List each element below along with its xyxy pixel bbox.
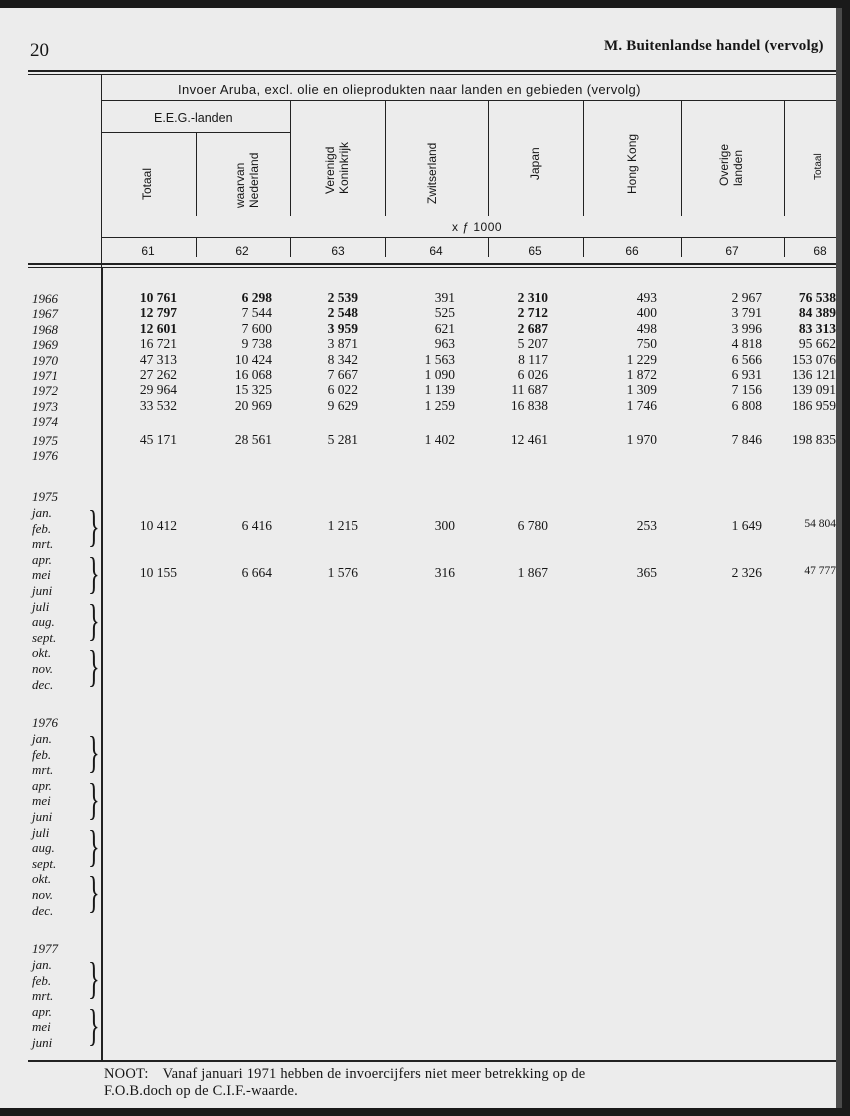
table-cell: 498 [636,320,657,336]
quarter-brace: } [88,1000,100,1050]
col-num-61: 61 [141,244,155,258]
table-cell: 28 561 [234,431,272,447]
table-cell: 2 539 [327,290,358,305]
month-label: mrt. [32,762,54,778]
page-number: 20 [30,40,49,61]
col-num-66: 66 [625,244,639,258]
month-label: sept. [32,855,57,871]
table-cell: 5 281 [327,431,358,447]
table-cell: 6 780 [517,517,548,533]
table-cell: 525 [434,305,455,321]
note-line-2: F.O.B.doch op de C.I.F.-waarde. [104,1083,298,1099]
table-cell: 76 538 [798,290,836,305]
table-cell: 1 402 [424,431,455,447]
table-cell: 2 310 [517,290,548,305]
running-title: M. Buitenlandse handel (vervolg) [604,38,824,54]
table-cell: 20 969 [234,397,272,413]
col-header-overige-landen: Overige landen [717,143,745,186]
table-cell: 750 [636,336,657,352]
table-cell: 1 576 [327,564,358,580]
quarter-brace: } [88,548,100,598]
month-label: okt. [32,645,52,661]
table-cell: 2 326 [731,564,762,580]
table-cell: 10 155 [139,564,177,580]
table-cell: 7 667 [327,367,358,382]
month-label: juni [32,582,53,598]
table-cell: 1 746 [626,397,657,413]
table-cell: 2 548 [327,305,358,321]
note-label: NOOT: [104,1066,149,1082]
table-cell: 1 229 [626,351,657,367]
table-cell: 153 076 [792,351,836,367]
col-header-japan: Japan [528,147,542,180]
table-cell: 1 563 [424,351,455,367]
table-cell: 3 996 [731,320,762,336]
col-num-63: 63 [331,244,345,258]
month-label: sept. [32,629,57,645]
col-header-nederland: waarvan Nederland [233,152,261,208]
month-label: nov. [32,886,54,902]
month-label: feb. [32,746,52,762]
table-cell: 16 721 [139,336,177,352]
month-label: jan. [32,504,52,520]
table-cell: 27 262 [139,367,177,382]
month-label: mei [32,793,51,809]
month-label: jan. [32,730,52,746]
group-label: E.E.G.-landen [154,111,233,125]
table-cell: 316 [434,564,455,580]
month-label: dec. [32,676,54,692]
block-year-label: 1976 [32,715,58,730]
table-cell: 1 649 [731,517,762,533]
table-cell: 47 777 [804,564,836,577]
table-cell: 6 022 [327,382,358,398]
table-cell: 6 931 [731,367,762,382]
table-cell: 136 121 [792,367,836,382]
month-label: nov. [32,660,54,676]
table-cell: 1 872 [626,367,657,382]
quarter-brace: } [88,868,100,918]
col-num-62: 62 [235,244,249,258]
table-cell: 29 964 [139,382,177,398]
table-cell: 1 139 [424,382,455,398]
table-cell: 12 461 [510,431,548,447]
year-label: 1974 [32,414,58,430]
table-cell: 83 313 [798,320,836,336]
table-cell: 2 687 [517,320,548,336]
table-cell: 6 026 [517,367,548,382]
document-page [0,8,842,1108]
month-label: mrt. [32,988,54,1004]
unit-label: x ƒ 1000 [452,220,503,234]
table-cell: 47 313 [139,351,177,367]
year-label: 1969 [32,337,58,353]
year-label: 1972 [32,383,58,399]
table-cell: 3 959 [327,320,358,336]
table-cell: 54 804 [804,517,836,530]
month-label: aug. [32,840,55,856]
col-header-zwitserland: Zwitserland [425,142,439,204]
month-label: juni [32,808,53,824]
table-cell: 6 416 [241,517,272,533]
quarter-brace: } [88,595,100,645]
year-label: 1966 [32,291,58,306]
table-cell: 186 959 [792,397,836,413]
table-cell: 11 687 [511,382,548,398]
col-header-verenigd-koninkrijk: Verenigd Koninkrijk [323,141,351,194]
table-title: Invoer Aruba, excl. olie en olieprodukten naar landen en gebieden (vervolg) [178,82,641,97]
table-cell: 6 664 [241,564,272,580]
block-year-label: 1977 [32,941,58,956]
col-num-67: 67 [725,244,739,258]
quarter-brace: } [88,727,100,777]
quarter-brace: } [88,774,100,824]
table-cell: 10 761 [139,290,177,305]
table-cell: 253 [636,517,657,533]
note-line-1: Vanaf januari 1971 hebben de invoercijfers niet meer betrekking op de [162,1066,586,1082]
table-cell: 7 544 [241,305,272,321]
table-cell: 1 867 [517,564,548,580]
month-label: juni [32,1034,53,1050]
table-cell: 139 091 [792,382,836,398]
year-label: 1971 [32,368,58,383]
quarter-brace: } [88,642,100,692]
table-cell: 1 215 [327,517,358,533]
col-num-68: 68 [813,244,827,258]
year-label: 1976 [32,448,58,463]
table-cell: 963 [434,336,455,352]
footnote [104,1066,585,1100]
table-cell: 45 171 [139,431,177,447]
year-label: 1967 [32,306,58,322]
col-header-hong-kong: Hong Kong [625,133,639,194]
month-label: jan. [32,956,52,972]
month-label: apr. [32,1003,52,1019]
table-cell: 1 970 [626,431,657,447]
block-year-label: 1975 [32,489,58,504]
month-label: feb. [32,972,52,988]
table-cell: 4 818 [731,336,762,352]
table-cell: 1 090 [424,367,455,382]
table-cell: 84 389 [798,305,836,321]
table-cell: 1 309 [626,382,657,398]
quarter-brace: } [88,501,100,551]
table-cell: 9 629 [327,397,358,413]
table-cell: 493 [636,290,657,305]
month-label: aug. [32,614,55,630]
month-label: apr. [32,777,52,793]
col-num-64: 64 [429,244,443,258]
month-label: mei [32,1019,51,1035]
table-cell: 3 871 [327,336,358,352]
table-cell: 300 [434,517,455,533]
table-cell: 9 738 [241,336,272,352]
table-cell: 16 838 [510,397,548,413]
col-header-totaal-eeg: Totaal [140,167,154,200]
table-cell: 7 156 [731,382,762,398]
table-cell: 6 808 [731,397,762,413]
month-label: mrt. [32,536,54,552]
table-cell: 198 835 [792,431,836,447]
table-cell: 3 791 [731,305,762,321]
table-cell: 12 797 [139,305,177,321]
table-cell: 2 967 [731,290,762,305]
col-header-totaal: Totaal [813,153,824,180]
table-cell: 6 298 [241,290,272,305]
month-label: apr. [32,551,52,567]
quarter-brace: } [88,953,100,1003]
table-cell: 8 342 [327,351,358,367]
table-cell: 7 846 [731,431,762,447]
quarter-brace: } [88,821,100,871]
col-num-65: 65 [528,244,542,258]
table-cell: 12 601 [139,320,177,336]
table-cell: 400 [636,305,657,321]
year-label: 1970 [32,352,58,368]
year-label: 1968 [32,321,58,337]
table-cell: 10 412 [139,517,177,533]
month-label: juli [32,824,50,840]
table-cell: 8 117 [518,351,548,367]
month-label: okt. [32,871,52,887]
table-cell: 33 532 [139,397,177,413]
table-cell: 621 [434,320,455,336]
table-cell: 95 662 [798,336,836,352]
month-label: feb. [32,520,52,536]
table-cell: 10 424 [234,351,272,367]
table-cell: 391 [434,290,455,305]
year-label: 1975 [32,432,58,448]
month-label: dec. [32,902,54,918]
table-cell: 365 [636,564,657,580]
table-cell: 5 207 [517,336,548,352]
table-cell: 6 566 [731,351,762,367]
table-cell: 16 068 [234,367,272,382]
table-cell: 7 600 [241,320,272,336]
month-label: juli [32,598,50,614]
month-label: mei [32,567,51,583]
table-cell: 15 325 [234,382,272,398]
year-label: 1973 [32,398,58,414]
table-cell: 2 712 [517,305,548,321]
table-cell: 1 259 [424,397,455,413]
